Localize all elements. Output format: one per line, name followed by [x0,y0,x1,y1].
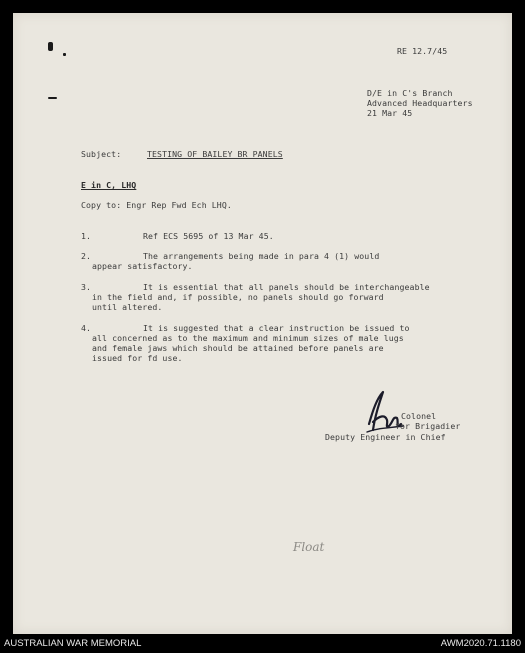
para-4-line: It is suggested that a clear instruction be issued to [143,323,410,333]
footer-left: AUSTRALIAN WAR MEMORIAL [4,638,142,649]
from-line-1: D/E in C's Branch [367,88,453,98]
from-line-2: Advanced Headquarters [367,98,473,108]
para-3-number: 3. [81,282,92,292]
hole-mark [63,53,66,56]
signature-title: Deputy Engineer in Chief [325,432,446,442]
para-3-line: It is essential that all panels should be interchangeable [143,282,430,292]
para-4-line: all concerned as to the maximum and minimum sizes of male lugs [92,333,404,343]
from-line-3: 21 Mar 45 [367,108,413,118]
para-3-line: in the field and, if possible, no panels should go forward [92,292,384,302]
para-1-line: Ref ECS 5695 of 13 Mar 45. [143,231,274,241]
para-2-line: The arrangements being made in para 4 (1) would [143,251,380,261]
signature-for: for Brigadier [395,421,461,431]
addressee: E in C, LHQ [81,180,137,190]
subject-label: Subject: [81,149,122,159]
para-2-number: 2. [81,251,92,261]
reference-number: RE 12.7/45 [397,46,448,56]
subject-text: TESTING OF BAILEY BR PANELS [147,149,283,159]
para-2-line: appear satisfactory. [92,261,193,271]
para-4-line: issued for fd use. [92,353,183,363]
signature-rank: Colonel [401,411,437,421]
punch-mark [48,97,57,99]
copy-to: Copy to: Engr Rep Fwd Ech LHQ. [81,200,232,210]
hole-mark [48,42,53,51]
para-3-line: until altered. [92,302,163,312]
para-4-number: 4. [81,323,92,333]
para-4-line: and female jaws which should be attained before panels are [92,343,384,353]
footer-right: AWM2020.71.1180 [440,638,521,649]
handwritten-note: Float [293,540,325,554]
para-1-number: 1. [81,231,92,241]
